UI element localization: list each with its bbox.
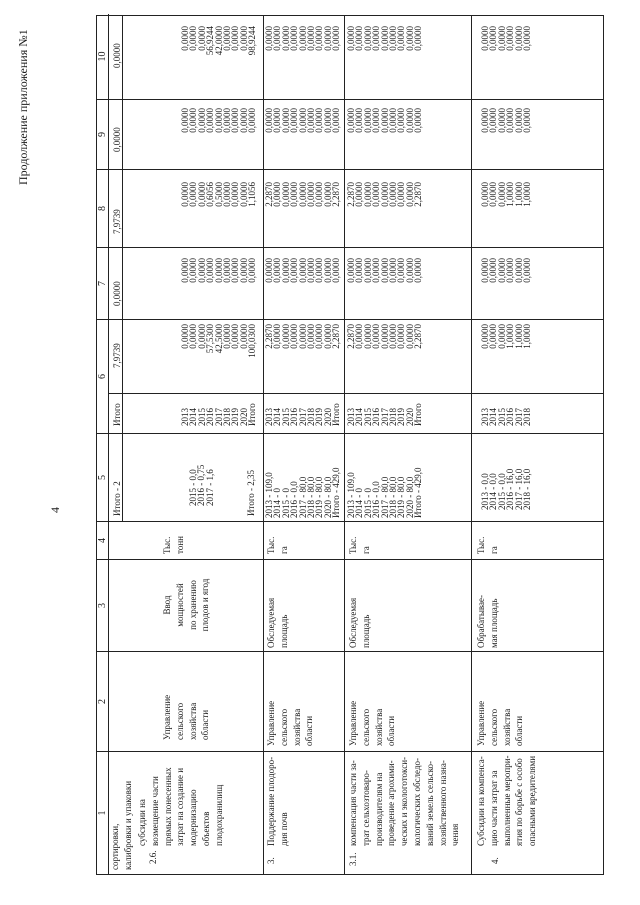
column-number: 4	[97, 522, 109, 559]
page-number: 4	[48, 507, 62, 513]
row-divider	[122, 16, 123, 522]
top-total-col9: 0,0000	[112, 127, 122, 152]
row-executor: Управление сельского хозяйства области	[266, 700, 315, 746]
program-table	[96, 15, 604, 875]
column-number: 6	[97, 320, 109, 433]
column-number: 9	[97, 100, 109, 169]
column-number: 10	[97, 14, 109, 99]
top-total-col10: 0,0000	[112, 43, 122, 68]
row-unit: Тыс. га	[266, 536, 289, 554]
row-divider	[471, 16, 472, 874]
row-years: 2013 2014 2015 2016 2017 2018 2019 2020 Итого	[264, 403, 342, 426]
row-plan-values: 2013 - 0,0 2014 - 0,0 2015 - 0,0 2016 - 16,0 2017 - 16,0 2018 - 16,0	[480, 468, 533, 510]
column-6-split	[108, 393, 603, 394]
row-funding-federal: 0,0000 0,0000 0,0000 0,0000 0,0000 0,0000	[480, 258, 533, 283]
row-funding-other: 0,0000 0,0000 0,0000 0,0000 0,0000 0,0000 0,0000 0,0000 0,0000	[264, 26, 342, 51]
row-plan-values: 2013 - 109,0 2014 - 0 2015 - 0 2016 - 0,0 2017 - 80,0 2018 - 80,0 2019 - 80,0 2020 - 80,0 Итого - 429,0	[264, 467, 342, 518]
row-funding-other: 0,0000 0,0000 0,0000 0,0000 0,0000 0,0000 0,0000 0,0000 0,0000	[346, 26, 424, 51]
row-number: 3.1.	[348, 852, 358, 866]
row-funding-other: 0,0000 0,0000 0,0000 56,9244 42,0000 0,0000 0,0000 0,0000 98,9244	[180, 26, 258, 56]
top-total-label: Итого	[112, 403, 122, 426]
row-plan-values: 2013 - 109,0 2014 - 0 2015 - 0 2016 - 0,0 2017 - 80,0 2018 - 80,0 2019 - 80,0 2020 - 80,0 Итого - 429,0	[346, 467, 424, 518]
row-unit: Тыс. га	[348, 536, 371, 554]
column-number: 1	[97, 752, 109, 874]
row-indicator: Обрабатывае- мая площадь	[476, 594, 499, 648]
row-description: компенсация части за- трат сельхозтоваро- производителям на проведение агрохими- ческих и экологотокси- кологических обследо- ваний земель сельско- хозяйственного назна- чения	[348, 756, 461, 846]
row-indicator: Обследуемая площадь	[266, 597, 289, 648]
row-continuation-text: сортировки, калибровки и упаковки	[110, 780, 133, 870]
row-divider	[263, 16, 264, 874]
row-description: Поддержание плодоро- дия почв	[266, 756, 289, 846]
row-indicator: Обследуемая площадь	[348, 597, 371, 648]
row-description: Субсидии на компенса- цию части затрат за выполненные меропри- ятия по борьбе с особо опасными вредителями	[476, 755, 538, 846]
top-total-col6: 7,9739	[112, 343, 122, 368]
row-funding-local: 0,0000 0,0000 0,0000 0,0000 0,0000 0,0000 0,0000 0,0000 0,0000	[180, 108, 258, 133]
row-funding-total: 2,2870 0,0000 0,0000 0,0000 0,0000 0,0000 0,0000 0,0000 2,2870	[346, 324, 424, 349]
top-total-col7: 0,0000	[112, 281, 122, 306]
column-number: 3	[97, 560, 109, 651]
top-total-col5: Итого - 2	[112, 481, 122, 516]
row-funding-federal: 0,0000 0,0000 0,0000 0,0000 0,0000 0,0000 0,0000 0,0000 0,0000	[180, 258, 258, 283]
row-years: 2013 2014 2015 2016 2017 2018 2019 2020 Итого	[180, 403, 258, 426]
row-number: 2.6.	[148, 850, 158, 864]
row-funding-regional: 2,2870 0,0000 0,0000 0,0000 0,0000 0,0000 0,0000 0,0000 2,2870	[264, 182, 342, 207]
top-total-col8: 7,9739	[112, 209, 122, 234]
row-funding-total: 0,0000 0,0000 0,0000 1,0000 1,0000 1,0000	[480, 324, 533, 349]
row-funding-federal: 0,0000 0,0000 0,0000 0,0000 0,0000 0,0000 0,0000 0,0000 0,0000	[264, 258, 342, 283]
column-number: 5	[97, 434, 109, 521]
row-years: 2013 2014 2015 2016 2017 2018	[480, 408, 533, 426]
row-number: 3.	[266, 857, 276, 864]
row-funding-regional: 2,2870 0,0000 0,0000 0,0000 0,0000 0,0000 0,0000 0,0000 2,2870	[346, 182, 424, 207]
appendix-header: Продолжение приложения №1	[16, 29, 30, 185]
row-plan-total: Итого - 2,35	[246, 469, 256, 516]
row-unit: Тыс. тонн	[162, 536, 185, 554]
row-funding-local: 0,0000 0,0000 0,0000 0,0000 0,0000 0,0000 0,0000 0,0000 0,0000	[264, 108, 342, 133]
row-funding-federal: 0,0000 0,0000 0,0000 0,0000 0,0000 0,0000 0,0000 0,0000 0,0000	[346, 258, 424, 283]
row-executor: Управление сельского хозяйства области	[348, 700, 397, 746]
row-description: субсидии на возмещение части прямых понесенных затрат на создание и модернизацию объектов плодохранилищ	[137, 767, 224, 846]
row-plan-values: 2015 - 0,0 2016 - 0,75 2017 - 1,6	[188, 464, 215, 506]
row-years: 2013 2014 2015 2016 2017 2018 2019 2020 Итого	[346, 403, 424, 426]
column-number: 8	[97, 170, 109, 247]
row-funding-regional: 0,0000 0,0000 0,0000 0,6056 0,5000 0,0000 0,0000 0,0000 1,1056	[180, 182, 258, 207]
row-funding-other: 0,0000 0,0000 0,0000 0,0000 0,0000 0,0000	[480, 26, 533, 51]
row-executor: Управление сельского хозяйства области	[162, 694, 211, 740]
row-funding-local: 0,0000 0,0000 0,0000 0,0000 0,0000 0,0000	[480, 108, 533, 133]
row-funding-total: 0,0000 0,0000 0,0000 57,5300 42,5000 0,0000 0,0000 0,0000 100,0300	[180, 324, 258, 358]
row-funding-regional: 0,0000 0,0000 0,0000 1,0000 1,0000 1,0000	[480, 182, 533, 207]
row-funding-local: 0,0000 0,0000 0,0000 0,0000 0,0000 0,0000 0,0000 0,0000 0,0000	[346, 108, 424, 133]
row-number: 4.	[490, 857, 500, 864]
row-divider	[344, 16, 345, 874]
column-number: 7	[97, 248, 109, 319]
column-number: 2	[97, 652, 109, 751]
row-unit: Тыс. га	[476, 536, 499, 554]
row-indicator: Ввод мощностей по хранению плодов и ягод	[162, 578, 211, 632]
row-executor: Управление сельского хозяйства области	[476, 700, 525, 746]
row-funding-total: 2,2870 0,0000 0,0000 0,0000 0,0000 0,0000 0,0000 0,0000 2,2870	[264, 324, 342, 349]
